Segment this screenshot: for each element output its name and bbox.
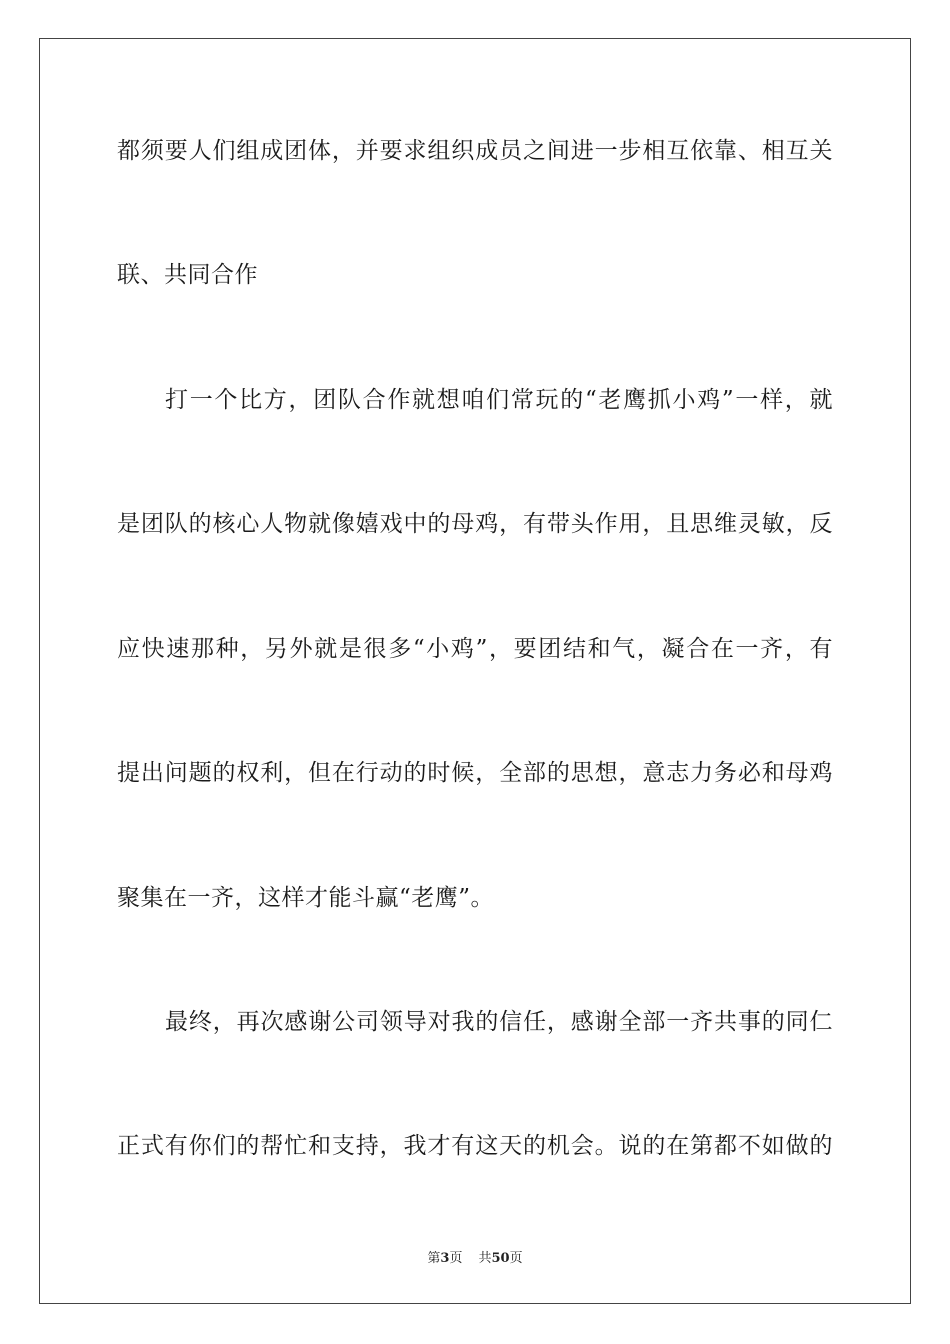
- body-line-1: 都须要人们组成团体，并要求组织成员之间进一步相互依靠、相互关: [117, 138, 833, 164]
- body-line-7: 聚集在一齐，这样才能斗赢“老鹰”。: [117, 885, 495, 911]
- body-line-2: 联、共同合作: [117, 262, 258, 288]
- body-line-6: 提出问题的权利，但在行动的时候，全部的思想，意志力务必和母鸡: [117, 760, 833, 786]
- footer-page-prefix: 第: [427, 1251, 441, 1266]
- footer-page-number: 3: [440, 1251, 450, 1266]
- body-line-3: 打一个比方，团队合作就想咱们常玩的“老鹰抓小鸡”一样，就: [165, 387, 833, 413]
- footer-total-suffix: 页: [509, 1251, 523, 1266]
- body-line-4: 是团队的核心人物就像嬉戏中的母鸡，有带头作用，且思维灵敏，反: [117, 511, 833, 537]
- body-line-5: 应快速那种，另外就是很多“小鸡”，要团结和气，凝合在一齐，有: [117, 636, 833, 662]
- footer-page-suffix: 页: [449, 1251, 463, 1266]
- footer-total-number: 50: [491, 1251, 510, 1266]
- footer-total-prefix: 共: [478, 1251, 492, 1266]
- body-line-9: 正式有你们的帮忙和支持，我才有这天的机会。说的在第都不如做的: [117, 1133, 833, 1159]
- body-line-8: 最终，再次感谢公司领导对我的信任，感谢全部一齐共事的同仁: [165, 1009, 833, 1035]
- page-footer: [0, 1247, 950, 1266]
- page-border: [39, 38, 911, 1304]
